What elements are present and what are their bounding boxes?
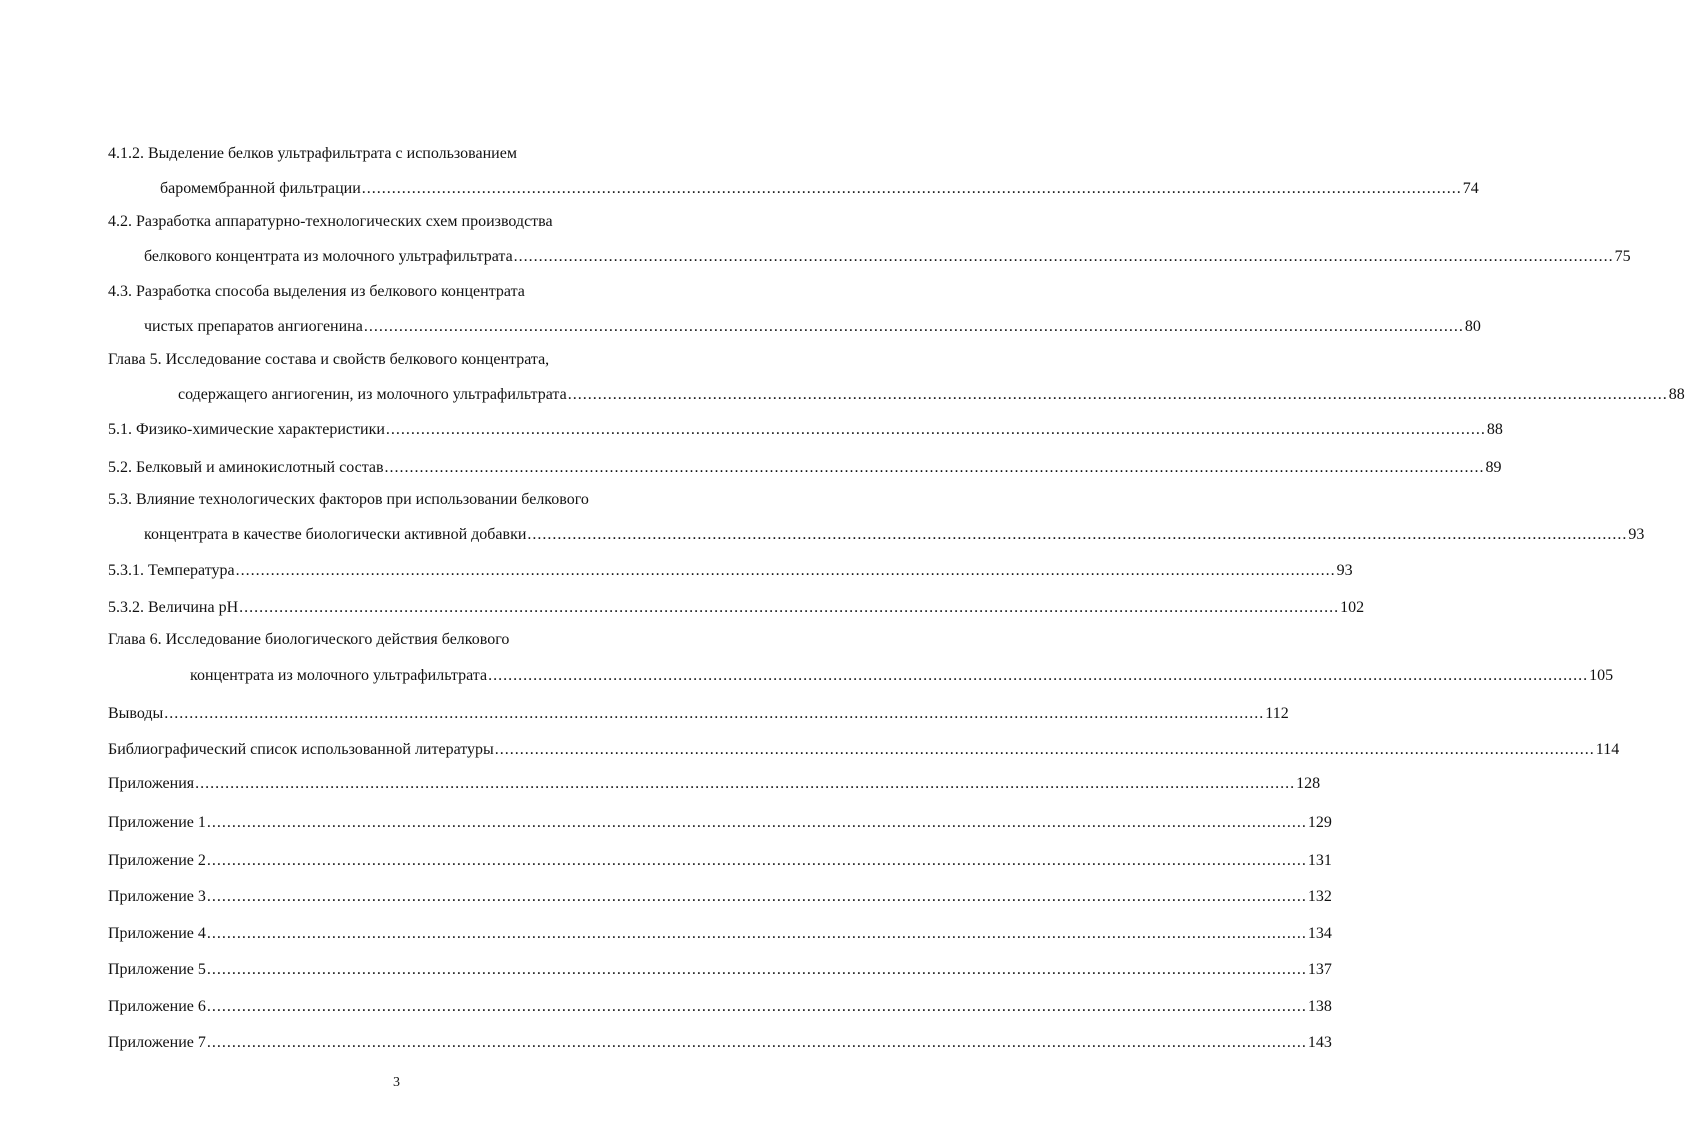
- toc-entry-title: 4.1.2. Выделение белков ультрафильтрата с использованием: [108, 145, 517, 162]
- toc-entry-appendix-4: [108, 922, 1332, 946]
- dot-leader: ............................................................................................................................................................................................................................: [206, 961, 1307, 978]
- toc-page-number: 131: [1307, 852, 1332, 869]
- toc-page-number: 93: [1628, 526, 1645, 543]
- toc-entry-5-1: [108, 418, 1503, 442]
- dot-leader: ............................................................................................................................................................................................................................: [235, 562, 1336, 579]
- dot-leader: ............................................................................................................................................................................................................................: [567, 386, 1668, 403]
- toc-page-number: 138: [1307, 998, 1332, 1015]
- toc-entry-4-1-2: [160, 177, 1479, 201]
- toc-entry-4-1-2-line-1: [108, 142, 517, 166]
- toc-entry-title: 5.3.2. Величина pH: [108, 599, 239, 616]
- dot-leader: ............................................................................................................................................................................................................................: [527, 526, 1628, 543]
- toc-page-number: 75: [1614, 248, 1631, 265]
- toc-page-number: 93: [1336, 562, 1353, 579]
- toc-entry-appendix-6: [108, 995, 1332, 1019]
- toc-entry-conclusions: [108, 702, 1289, 726]
- toc-entry-appendix-3: [108, 885, 1332, 909]
- toc-page-number: 129: [1307, 814, 1332, 831]
- toc-page-number: 80: [1464, 318, 1481, 335]
- dot-leader: ............................................................................................................................................................................................................................: [206, 925, 1307, 942]
- toc-entry-5-2: [108, 456, 1502, 480]
- toc-page-number: 89: [1485, 459, 1502, 476]
- toc-page-number: 143: [1307, 1034, 1332, 1051]
- toc-entry-bibliography: [108, 738, 1620, 762]
- toc-page-number: 132: [1307, 888, 1332, 905]
- toc-entry-4-2: [144, 245, 1631, 269]
- toc-entry-title: Глава 5. Исследование состава и свойств белкового концентрата,: [108, 351, 550, 368]
- toc-entry-5-3-2: [108, 596, 1365, 620]
- toc-entry-title: Приложение 4: [108, 925, 206, 942]
- toc-entry-title: Приложение 3: [108, 888, 206, 905]
- toc-entry-title: Приложения: [108, 775, 195, 792]
- toc-entry-title: содержащего ангиогенин, из молочного ультрафильтрата: [178, 386, 567, 403]
- dot-leader: ............................................................................................................................................................................................................................: [164, 705, 1265, 722]
- toc-entry-title: баромембранной фильтрации: [160, 180, 361, 197]
- dot-leader: ............................................................................................................................................................................................................................: [363, 318, 1464, 335]
- toc-entry-title: 4.2. Разработка аппаратурно-технологических схем производства: [108, 213, 553, 230]
- toc-entry-5-3: [144, 523, 1645, 547]
- toc-entry-title: 5.1. Физико-химические характеристики: [108, 421, 385, 438]
- toc-entry-title: Приложение 7: [108, 1034, 206, 1051]
- dot-leader: ............................................................................................................................................................................................................................: [494, 741, 1595, 758]
- dot-leader: ............................................................................................................................................................................................................................: [206, 1034, 1307, 1051]
- toc-entry-5-3-1: [108, 559, 1353, 583]
- toc-entry-title: белкового концентрата из молочного ультрафильтрата: [144, 248, 513, 265]
- dot-leader: ............................................................................................................................................................................................................................: [385, 421, 1486, 438]
- toc-entry-5-3-line-1: [108, 488, 589, 512]
- dot-leader: ............................................................................................................................................................................................................................: [206, 852, 1307, 869]
- toc-entry-appendix-2: [108, 849, 1332, 873]
- toc-entry-title: Глава 6. Исследование биологического действия белкового: [108, 631, 510, 648]
- toc-entry-appendix-5: [108, 958, 1332, 982]
- toc-entry-title: Приложение 6: [108, 998, 206, 1015]
- toc-entry-title: концентрата из молочного ультрафильтрата: [190, 667, 488, 684]
- toc-entry-title: Приложение 1: [108, 814, 206, 831]
- dot-leader: ............................................................................................................................................................................................................................: [206, 888, 1307, 905]
- toc-entry-title: 5.3.1. Температура: [108, 562, 235, 579]
- toc-entry-appendix-7: [108, 1031, 1332, 1055]
- dot-leader: ............................................................................................................................................................................................................................: [384, 459, 1485, 476]
- dot-leader: ............................................................................................................................................................................................................................: [361, 180, 1462, 197]
- toc-page-number: 74: [1462, 180, 1479, 197]
- toc-entry-title: чистых препаратов ангиогенина: [144, 318, 363, 335]
- toc-entry-title: 4.3. Разработка способа выделения из белкового концентрата: [108, 283, 525, 300]
- dot-leader: ............................................................................................................................................................................................................................: [239, 599, 1340, 616]
- toc-entry-title: Библиографический список использованной литературы: [108, 741, 494, 758]
- dot-leader: ............................................................................................................................................................................................................................: [513, 248, 1614, 265]
- toc-entry-appendix-1: [108, 811, 1332, 835]
- toc-entry-chapter-6-line-1: [108, 628, 509, 652]
- toc-page-number: 112: [1265, 705, 1289, 722]
- toc-page-number: 114: [1595, 741, 1620, 758]
- dot-leader: ............................................................................................................................................................................................................................: [195, 775, 1296, 792]
- dot-leader: ............................................................................................................................................................................................................................: [488, 667, 1589, 684]
- toc-entry-chapter-5: [178, 383, 1685, 407]
- toc-entry-chapter-6: [190, 664, 1614, 688]
- toc-page-number: 137: [1307, 961, 1332, 978]
- toc-entry-4-3-line-1: [108, 280, 525, 304]
- toc-entry-4-2-line-1: [108, 210, 553, 234]
- toc-entry-chapter-5-line-1: [108, 348, 549, 372]
- toc-page-number: 105: [1589, 667, 1614, 684]
- toc-page-number: 88: [1668, 386, 1685, 403]
- toc-entry-title: концентрата в качестве биологически активной добавки: [144, 526, 527, 543]
- toc-entry-title: Приложение 5: [108, 961, 206, 978]
- dot-leader: ............................................................................................................................................................................................................................: [206, 998, 1307, 1015]
- toc-page-number: 128: [1296, 775, 1321, 792]
- toc-entry-title: Выводы: [108, 705, 164, 722]
- toc-page-number: 134: [1307, 925, 1332, 942]
- toc-entry-appendices: [108, 772, 1321, 796]
- toc-page-number: 88: [1486, 421, 1503, 438]
- toc-entry-4-3: [144, 315, 1481, 339]
- toc-page-number: 102: [1340, 599, 1365, 616]
- toc-entry-title: 5.3. Влияние технологических факторов при использовании белкового: [108, 491, 589, 508]
- toc-entry-title: Приложение 2: [108, 852, 206, 869]
- toc-entry-title: 5.2. Белковый и аминокислотный состав: [108, 459, 384, 476]
- page-number: 3: [393, 1075, 400, 1090]
- dot-leader: ............................................................................................................................................................................................................................: [206, 814, 1307, 831]
